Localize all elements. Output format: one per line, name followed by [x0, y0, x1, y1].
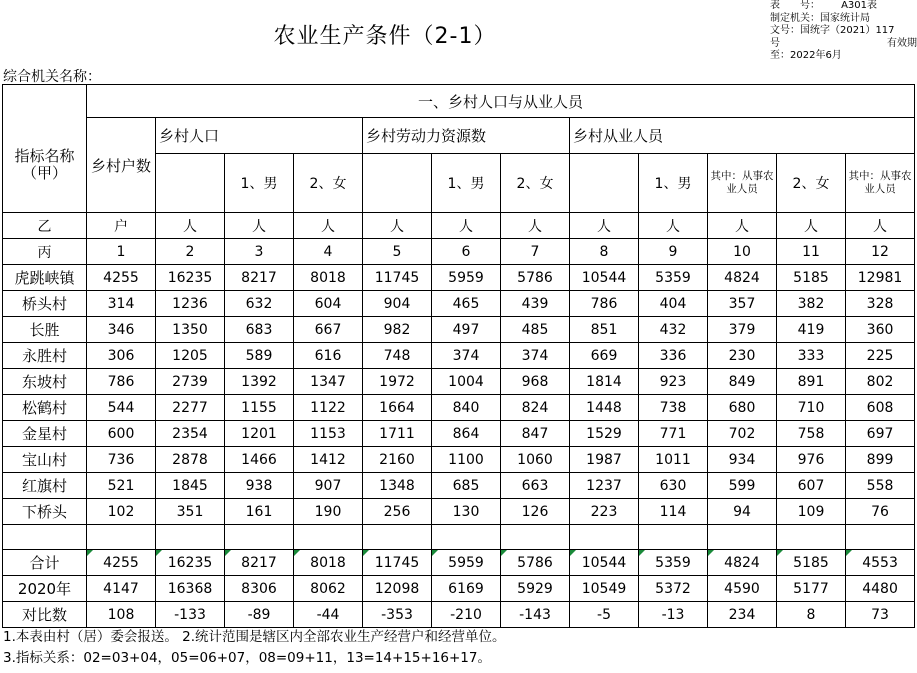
table-cell: 5786: [501, 265, 570, 291]
table-cell: 851: [570, 317, 639, 343]
section-header: 一、乡村人口与从业人员: [87, 85, 915, 118]
table-cell: 12098: [363, 576, 432, 602]
page-title: 农业生产条件（2-1）: [273, 23, 497, 49]
row-label: 永胜村: [3, 343, 87, 369]
authority-label: 制定机关：: [770, 12, 820, 24]
table-cell: 485: [501, 317, 570, 343]
table-cell: 5959: [432, 550, 501, 576]
table-cell: 802: [846, 369, 915, 395]
table-cell: 1845: [156, 473, 225, 499]
table-cell: 10: [708, 239, 777, 265]
table-cell: 771: [639, 421, 708, 447]
table-cell: 710: [777, 395, 846, 421]
table-cell: 234: [708, 602, 777, 628]
table-cell: 604: [294, 291, 363, 317]
table-cell: 544: [87, 395, 156, 421]
population-total-header: [156, 154, 225, 213]
table-cell: 360: [846, 317, 915, 343]
table-cell: 人: [501, 213, 570, 239]
table-cell: 5185: [777, 265, 846, 291]
table-cell: 1466: [225, 447, 294, 473]
table-cell: 849: [708, 369, 777, 395]
table-cell: 599: [708, 473, 777, 499]
table-cell: 8: [570, 239, 639, 265]
table-cell: 人: [777, 213, 846, 239]
table-cell: 346: [87, 317, 156, 343]
table-cell: 667: [294, 317, 363, 343]
table-cell: 12981: [846, 265, 915, 291]
table-cell: 3: [225, 239, 294, 265]
table-cell: 8018: [294, 265, 363, 291]
authority-line: [770, 13, 917, 26]
table-cell: 419: [777, 317, 846, 343]
table-cell: 1814: [570, 369, 639, 395]
population-male-header: 1、男: [225, 154, 294, 213]
table-cell: 8217: [225, 550, 294, 576]
table-cell: 2354: [156, 421, 225, 447]
table-cell: 人: [639, 213, 708, 239]
table-cell: 382: [777, 291, 846, 317]
note-line: 3.指标关系：02=03+04，05=06+07，08=09+11，13=14+15+16+17。: [3, 650, 491, 666]
table-cell: 608: [846, 395, 915, 421]
table-cell: 114: [639, 499, 708, 525]
table-cell: 人: [846, 213, 915, 239]
valid-label: 有效期: [887, 37, 917, 49]
table-cell: 840: [432, 395, 501, 421]
table-cell: 683: [225, 317, 294, 343]
summary-row: [3, 550, 915, 576]
table-cell: 8018: [294, 550, 363, 576]
table-row: [3, 421, 915, 447]
unit-row: [3, 213, 915, 239]
table-cell: 7: [501, 239, 570, 265]
table-cell: -44: [294, 602, 363, 628]
table-cell: 10544: [570, 550, 639, 576]
table-cell: 225: [846, 343, 915, 369]
table-cell: 748: [363, 343, 432, 369]
doc-number-value: 国统字（2021）117: [800, 25, 895, 36]
blank-row: [3, 525, 915, 550]
table-cell: 5929: [501, 576, 570, 602]
table-row: [3, 447, 915, 473]
table-cell: 人: [570, 213, 639, 239]
table-cell: 人: [294, 213, 363, 239]
table-cell: -143: [501, 602, 570, 628]
table-cell: 109: [777, 499, 846, 525]
table-cell: 94: [708, 499, 777, 525]
table-cell: 8062: [294, 576, 363, 602]
employed-female-header: 2、女: [777, 154, 846, 213]
table-cell: 374: [432, 343, 501, 369]
table-cell: 758: [777, 421, 846, 447]
table-cell: 938: [225, 473, 294, 499]
table-cell: 6: [432, 239, 501, 265]
employed-header: 乡村从业人员: [570, 118, 915, 154]
row-label: 长胜: [3, 317, 87, 343]
table-cell: -133: [156, 602, 225, 628]
table-cell: 680: [708, 395, 777, 421]
table-cell: 2878: [156, 447, 225, 473]
table-cell: 333: [777, 343, 846, 369]
authority-value: 国家统计局: [820, 12, 870, 24]
table-cell: 497: [432, 317, 501, 343]
table-cell: 4480: [846, 576, 915, 602]
table-cell: 379: [708, 317, 777, 343]
table-cell: 5: [363, 239, 432, 265]
labor-header: 乡村劳动力资源数: [363, 118, 570, 154]
table-cell: 697: [846, 421, 915, 447]
form-number-value: A301表: [841, 0, 877, 11]
table-row: [3, 369, 915, 395]
table-cell: 738: [639, 395, 708, 421]
table-cell: 907: [294, 473, 363, 499]
table-cell: 314: [87, 291, 156, 317]
row-label: 对比数: [3, 602, 87, 628]
table-cell: 1664: [363, 395, 432, 421]
doc-number-suffix: 号: [770, 37, 780, 49]
table-row: [3, 265, 915, 291]
male-agri-header: 其中：从事农业人员: [708, 154, 777, 213]
valid-line: [770, 38, 917, 51]
table-cell: 904: [363, 291, 432, 317]
table-cell: 923: [639, 369, 708, 395]
table-cell: 1060: [501, 447, 570, 473]
table-cell: 2160: [363, 447, 432, 473]
indicator-header: 指标名称（甲）: [3, 118, 87, 213]
table-cell: 4824: [708, 550, 777, 576]
table-cell: 5359: [639, 265, 708, 291]
table-cell: 8306: [225, 576, 294, 602]
table-cell: -210: [432, 602, 501, 628]
table-cell: 1201: [225, 421, 294, 447]
table-cell: 1529: [570, 421, 639, 447]
table-cell: 351: [156, 499, 225, 525]
employed-male-header: 1、男: [639, 154, 708, 213]
table-cell: 968: [501, 369, 570, 395]
table-row: [3, 291, 915, 317]
table-cell: 2277: [156, 395, 225, 421]
table-cell: 1412: [294, 447, 363, 473]
table-cell: 人: [363, 213, 432, 239]
table-cell: 1237: [570, 473, 639, 499]
table-cell: 607: [777, 473, 846, 499]
table-cell: 4590: [708, 576, 777, 602]
table-cell: 616: [294, 343, 363, 369]
table-cell: 589: [225, 343, 294, 369]
table-cell: 899: [846, 447, 915, 473]
table-cell: -5: [570, 602, 639, 628]
form-number-line: [770, 0, 917, 13]
table-cell: 12: [846, 239, 915, 265]
table-cell: -13: [639, 602, 708, 628]
table-row: [3, 499, 915, 525]
form-metadata: [770, 0, 917, 68]
table-cell: 11: [777, 239, 846, 265]
summary-row: [3, 602, 915, 628]
table-cell: 404: [639, 291, 708, 317]
female-agri-header: 其中：从事农业人员: [846, 154, 915, 213]
population-header: 乡村人口: [156, 118, 363, 154]
indicator-header-spacer: [3, 85, 87, 118]
table-cell: 9: [639, 239, 708, 265]
valid-until: 至：2022年6月: [770, 50, 842, 61]
data-table: [2, 84, 915, 628]
table-row: [3, 317, 915, 343]
table-cell: 5372: [639, 576, 708, 602]
table-cell: 人: [708, 213, 777, 239]
table-cell: 439: [501, 291, 570, 317]
labor-male-header: 1、男: [432, 154, 501, 213]
table-cell: 16235: [156, 550, 225, 576]
table-cell: 16368: [156, 576, 225, 602]
table-cell: 1347: [294, 369, 363, 395]
table-cell: 306: [87, 343, 156, 369]
doc-number-label: 文号：: [770, 25, 800, 36]
table-cell: 人: [432, 213, 501, 239]
table-cell: 1205: [156, 343, 225, 369]
table-cell: 1122: [294, 395, 363, 421]
table-cell: 357: [708, 291, 777, 317]
note-line: 1.本表由村（居）委会报送。 2.统计范围是辖区内全部农业生产经营户和经营单位。: [3, 629, 506, 645]
table-cell: 10544: [570, 265, 639, 291]
table-cell: 1448: [570, 395, 639, 421]
table-cell: 982: [363, 317, 432, 343]
table-cell: 6169: [432, 576, 501, 602]
row-label: 宝山村: [3, 447, 87, 473]
table-cell: 786: [87, 369, 156, 395]
table-cell: 702: [708, 421, 777, 447]
table-cell: -89: [225, 602, 294, 628]
table-cell: 人: [156, 213, 225, 239]
table-cell: 8: [777, 602, 846, 628]
doc-number-line: [770, 25, 917, 38]
row-label: 合计: [3, 550, 87, 576]
table-cell: 161: [225, 499, 294, 525]
table-cell: 230: [708, 343, 777, 369]
table-cell: 126: [501, 499, 570, 525]
table-cell: 2: [156, 239, 225, 265]
households-header: 乡村户数: [87, 118, 156, 213]
table-cell: 4147: [87, 576, 156, 602]
table-cell: 5185: [777, 550, 846, 576]
table-cell: 1972: [363, 369, 432, 395]
table-cell: 824: [501, 395, 570, 421]
table-cell: 864: [432, 421, 501, 447]
table-cell: 户: [87, 213, 156, 239]
table-cell: 632: [225, 291, 294, 317]
table-cell: 934: [708, 447, 777, 473]
table-cell: 102: [87, 499, 156, 525]
table-cell: 11745: [363, 265, 432, 291]
table-cell: 847: [501, 421, 570, 447]
table-cell: 5359: [639, 550, 708, 576]
table-cell: 685: [432, 473, 501, 499]
table-cell: 1155: [225, 395, 294, 421]
row-label: 乙: [3, 213, 87, 239]
table-cell: 786: [570, 291, 639, 317]
table-cell: 521: [87, 473, 156, 499]
row-label: 东坡村: [3, 369, 87, 395]
employed-total-header: [570, 154, 639, 213]
labor-total-header: [363, 154, 432, 213]
table-cell: 11745: [363, 550, 432, 576]
row-label: 虎跳峡镇: [3, 265, 87, 291]
table-cell: 374: [501, 343, 570, 369]
labor-female-header: 2、女: [501, 154, 570, 213]
table-cell: 328: [846, 291, 915, 317]
form-number-label: 表 号：: [770, 0, 820, 11]
table-cell: 108: [87, 602, 156, 628]
summary-row: [3, 576, 915, 602]
table-cell: 4255: [87, 265, 156, 291]
table-cell: 1392: [225, 369, 294, 395]
table-row: [3, 395, 915, 421]
table-cell: 669: [570, 343, 639, 369]
table-cell: 8217: [225, 265, 294, 291]
row-label: 丙: [3, 239, 87, 265]
table-cell: 223: [570, 499, 639, 525]
table-cell: 336: [639, 343, 708, 369]
table-row: [3, 343, 915, 369]
table-cell: 1004: [432, 369, 501, 395]
table-cell: 190: [294, 499, 363, 525]
row-label: 2020年: [3, 576, 87, 602]
table-cell: 10549: [570, 576, 639, 602]
row-label: 桥头村: [3, 291, 87, 317]
table-cell: 1236: [156, 291, 225, 317]
table-cell: 4824: [708, 265, 777, 291]
table-cell: 432: [639, 317, 708, 343]
table-cell: 2739: [156, 369, 225, 395]
table-cell: 891: [777, 369, 846, 395]
population-female-header: 2、女: [294, 154, 363, 213]
table-cell: 736: [87, 447, 156, 473]
row-label: 松鹤村: [3, 395, 87, 421]
table-cell: -353: [363, 602, 432, 628]
table-cell: 558: [846, 473, 915, 499]
table-cell: 16235: [156, 265, 225, 291]
table-cell: 1350: [156, 317, 225, 343]
row-label: 红旗村: [3, 473, 87, 499]
org-name-label: 综合机关名称：: [3, 69, 101, 85]
table-cell: 1987: [570, 447, 639, 473]
table-cell: 人: [225, 213, 294, 239]
table-cell: 1: [87, 239, 156, 265]
table-cell: 1100: [432, 447, 501, 473]
table-cell: 4: [294, 239, 363, 265]
table-cell: 5959: [432, 265, 501, 291]
table-cell: 4553: [846, 550, 915, 576]
row-label: 下桥头: [3, 499, 87, 525]
table-cell: 600: [87, 421, 156, 447]
table-cell: 976: [777, 447, 846, 473]
table-cell: 76: [846, 499, 915, 525]
table-cell: 4255: [87, 550, 156, 576]
table-cell: 73: [846, 602, 915, 628]
table-cell: 1348: [363, 473, 432, 499]
table-cell: 1711: [363, 421, 432, 447]
number-row: [3, 239, 915, 265]
table-cell: 1011: [639, 447, 708, 473]
table-cell: 5177: [777, 576, 846, 602]
table-cell: 130: [432, 499, 501, 525]
notes: [3, 627, 506, 669]
table-cell: 5786: [501, 550, 570, 576]
table-cell: 663: [501, 473, 570, 499]
table-cell: 630: [639, 473, 708, 499]
table-cell: 1153: [294, 421, 363, 447]
row-label: 金星村: [3, 421, 87, 447]
table-cell: 256: [363, 499, 432, 525]
table-row: [3, 473, 915, 499]
table-cell: 465: [432, 291, 501, 317]
